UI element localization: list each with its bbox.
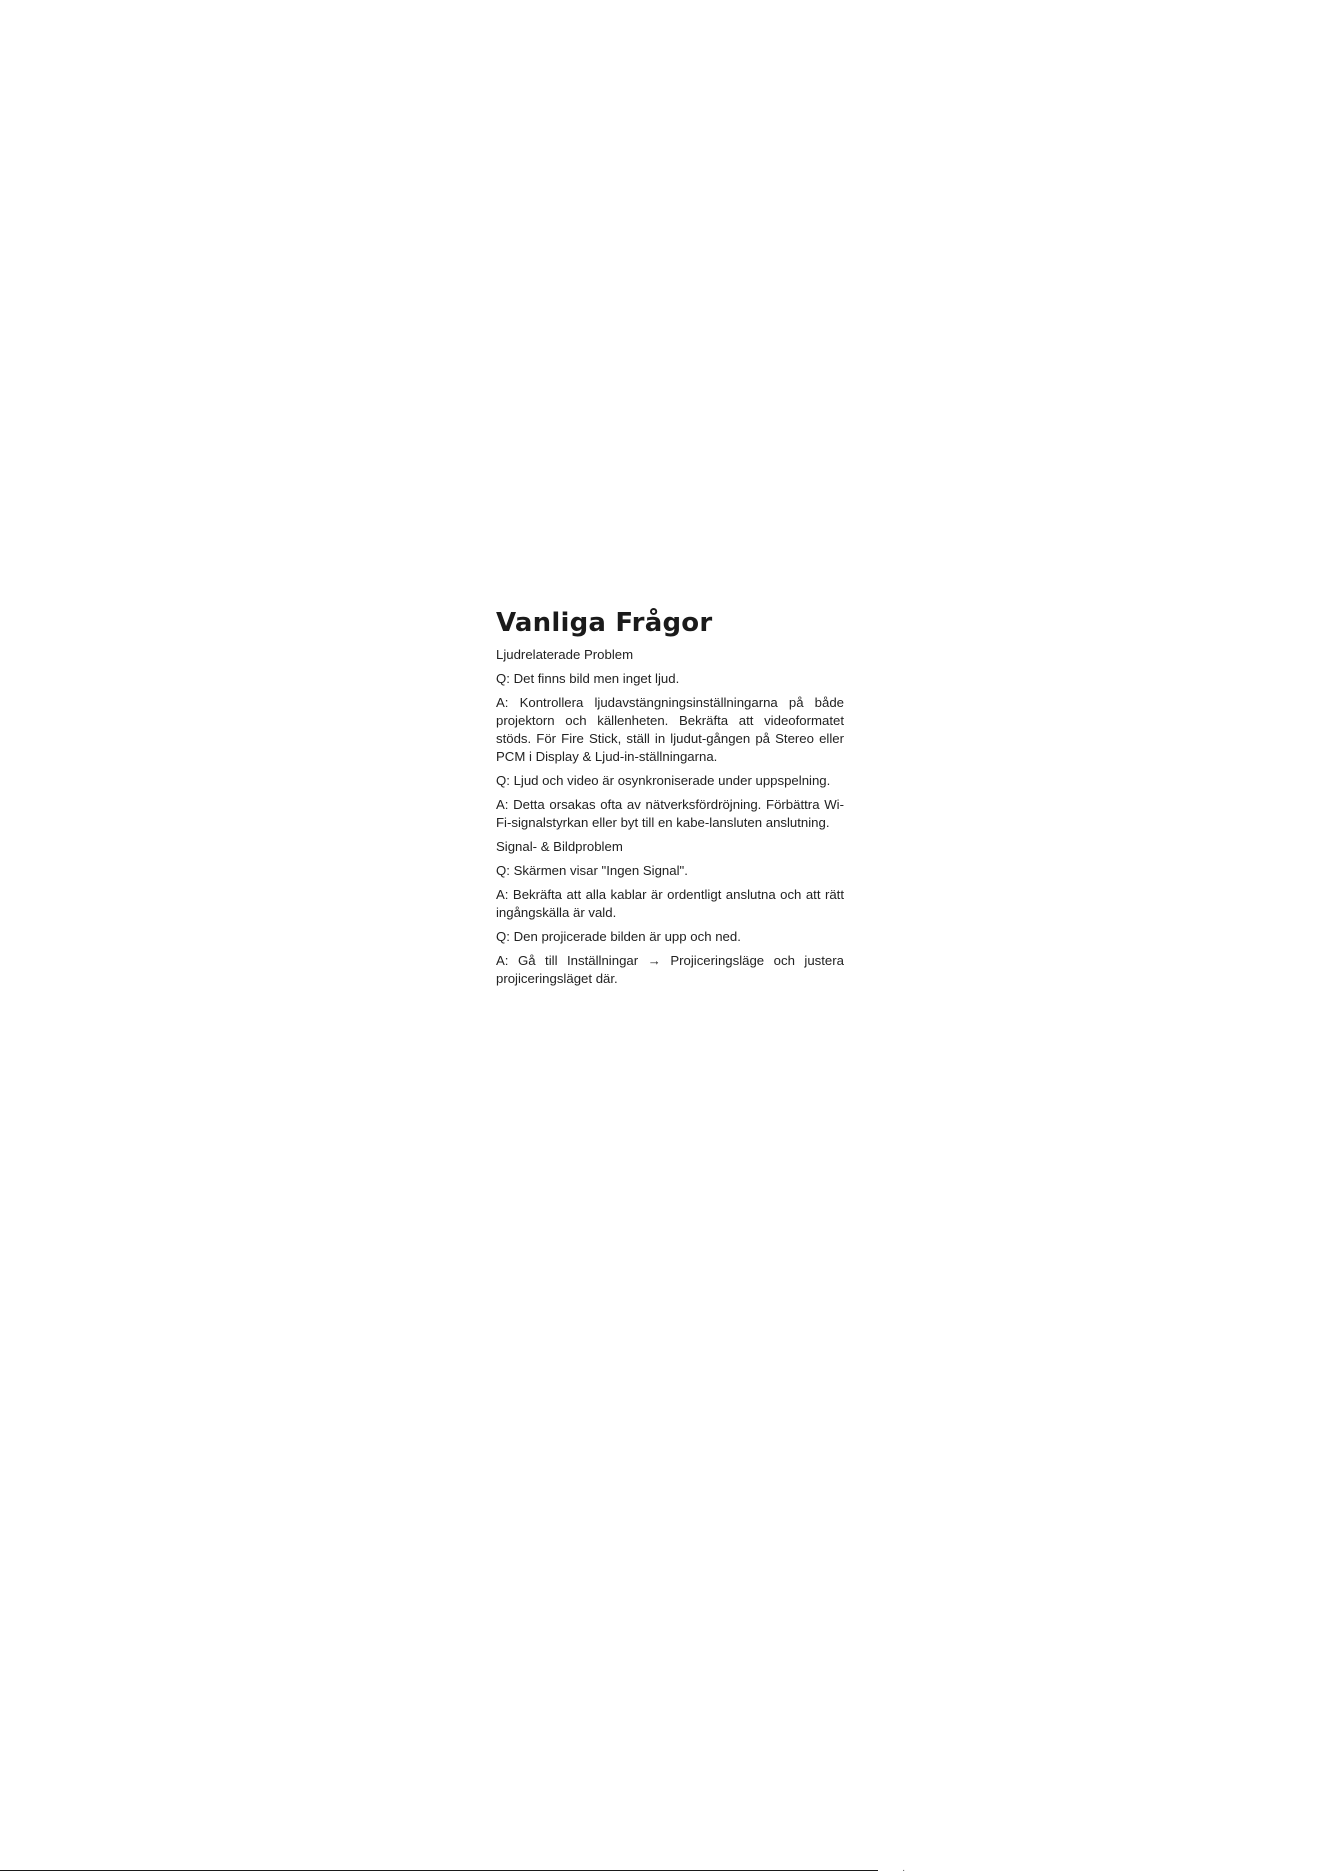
faq-question: Q: Det finns bild men inget ljud. — [496, 671, 680, 686]
footer-mark: · — [902, 1865, 906, 1876]
footer-divider — [0, 1870, 878, 1871]
faq-answer: A: Gå till Inställningar → Projiceringsläge och justera projiceringsläget där. — [496, 953, 844, 986]
faq-question: Q: Ljud och video är osynkroniserade under uppspelning. — [496, 773, 831, 788]
faq-answer: A: Bekräfta att alla kablar är ordentligt anslutna och att rätt ingångskälla är vald. — [496, 887, 844, 920]
faq-question: Q: Den projicerade bilden är upp och ned. — [496, 929, 741, 944]
faq-answer: A: Kontrollera ljudavstängningsinställningarna på både projektorn och källenheten. Bekräfta att videoformatet stöds. För Fire Stick, ställ in ljudut-gången på Stereo eller PCM i Display & Ljud-in-ställningarna. — [496, 695, 844, 764]
faq-answer: A: Detta orsakas ofta av nätverksfördröjning. Förbättra Wi-Fi-signalstyrkan eller byt till en kabe-lansluten anslutning. — [496, 797, 844, 830]
faq-question: Q: Skärmen visar "Ingen Signal". — [496, 863, 688, 878]
page-title: Vanliga Frågor — [496, 608, 713, 638]
section-heading-signal: Signal- & Bildproblem — [496, 839, 623, 854]
section-heading-audio: Ljudrelaterade Problem — [496, 647, 634, 662]
faq-section — [496, 606, 844, 994]
